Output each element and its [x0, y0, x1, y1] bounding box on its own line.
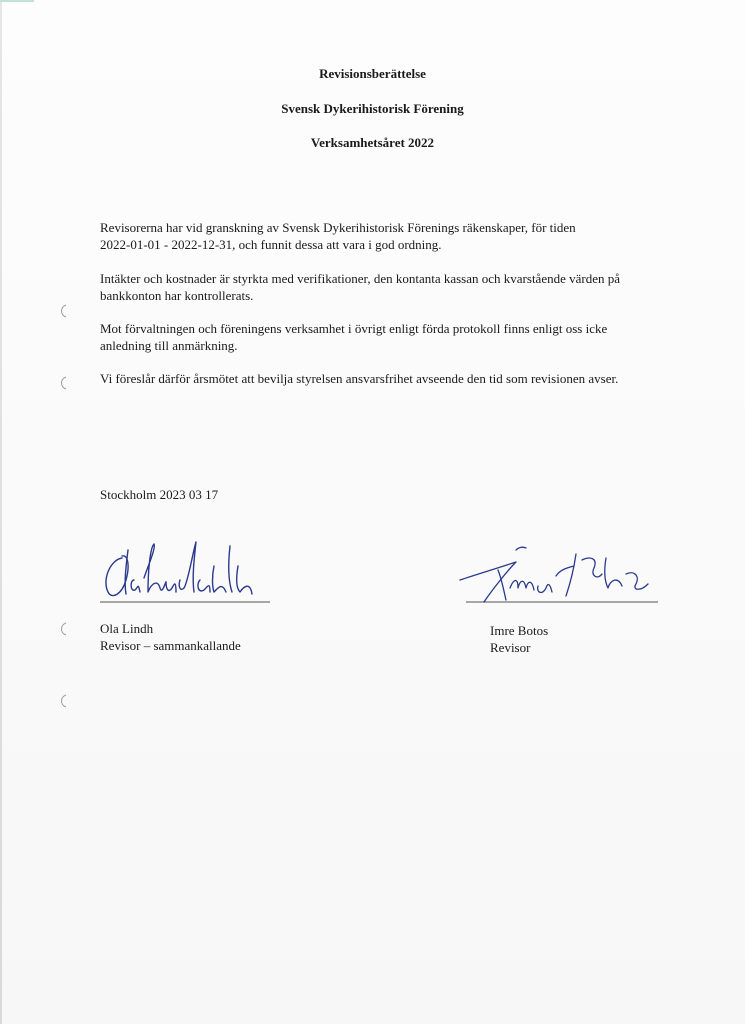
- document-title: Revisionsberättelse: [319, 66, 426, 81]
- signatory-name: Imre Botos: [490, 623, 549, 638]
- margin-mark: [58, 694, 68, 708]
- paragraph-discharge-proposal: Vi föreslår därför årsmötet att bevilja styrelsen ansvarsfrihet avseende den tid som revisionen avser.: [100, 371, 619, 386]
- margin-mark: [58, 622, 68, 636]
- margin-mark: [58, 376, 68, 390]
- signatory-left-text: [100, 620, 241, 654]
- paragraph-management: Mot förvaltningen och föreningens verksamhet i övrigt enligt förda protokoll finns enligt oss icke anledning till anmärkning.: [100, 321, 608, 353]
- signatory-role: Revisor – sammankallande: [100, 638, 241, 653]
- signature-ola-lindh: [100, 536, 275, 608]
- paragraph-income-expenses: Intäkter och kostnader är styrkta med verifikationer, den kontanta kassan och kvarstående värden på bankkonton har kontrollerats.: [100, 271, 620, 303]
- signatory-name: Ola Lindh: [100, 621, 154, 636]
- handwritten-signature-right: [458, 540, 668, 608]
- fiscal-year: Verksamhetsåret 2022: [310, 135, 435, 150]
- signatory-role: Revisor: [490, 640, 531, 655]
- scan-mark: [0, 0, 34, 2]
- paragraph-audit-scope: Revisorerna har vid granskning av Svensk Dykerihistorisk Förenings räkenskaper, för tiden 2022-01-01 - 2022-12-31, och funnit dessa att vara i god ordning.: [100, 220, 576, 252]
- margin-mark: [58, 304, 68, 318]
- signature-imre-botos: [458, 540, 668, 608]
- organization-name: Svensk Dykerihistorisk Förening: [281, 101, 464, 116]
- signatory-right-text: [490, 622, 548, 656]
- place-and-date: Stockholm 2023 03 17: [100, 487, 219, 502]
- handwritten-signature-left: [100, 536, 275, 608]
- scan-edge: [0, 0, 2, 1024]
